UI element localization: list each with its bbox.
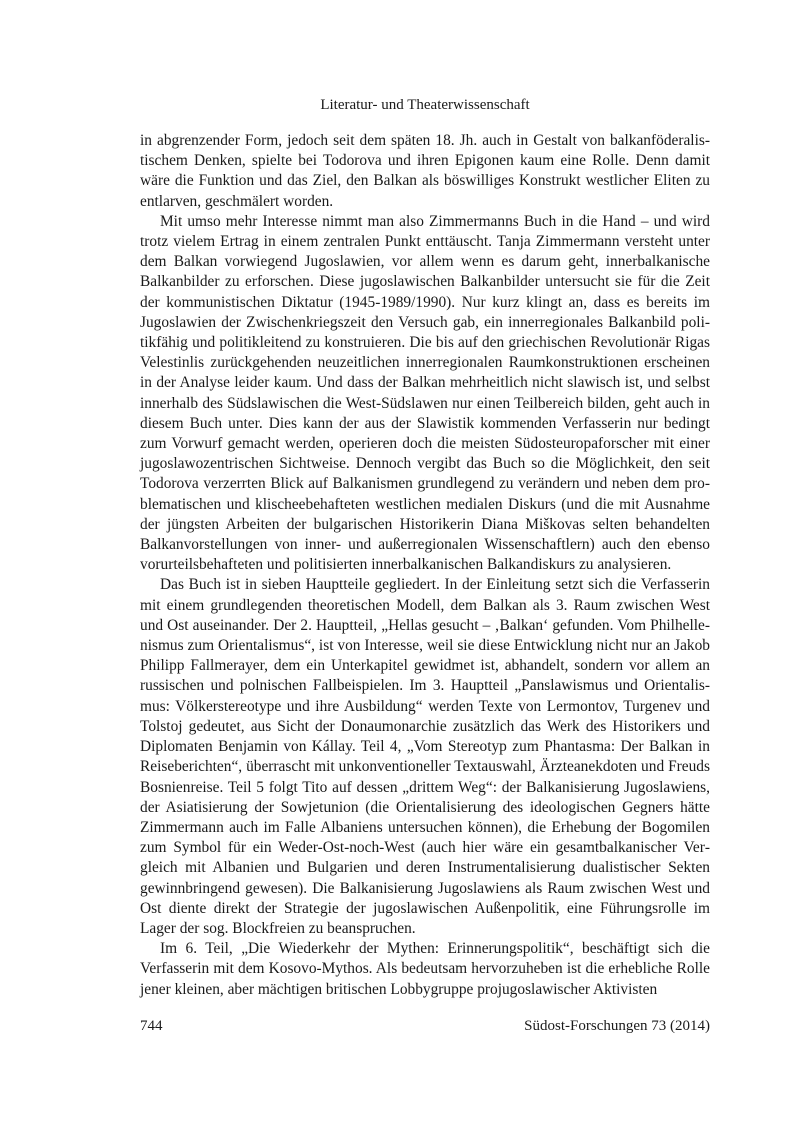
page-number: 744 — [140, 1018, 163, 1034]
paragraph-2: Mit umso mehr Interesse nimmt man also Zimmermanns Buch in die Hand – und wird trotz vielem Ertrag in einem zentralen Punkt enttäuscht. Tanja Zimmermann versteht unter dem Balkan vorwiegend Jugoslawien, vor allem wenn es darum geht, innerbalkanische Balkanbilder zu erforschen. Diese jugoslawischen Balkanbilder untersucht sie für die Zeit der kommunistischen Diktatur (1945-1989/1990). Nur kurz klingt an, dass es bereits im Jugoslawien der Zwischenkriegszeit den Versuch gab, ein innerregionales Balkanbild politikfähig und politikleitend zu konstruieren. Die bis auf den griechischen Revolutionär Rigas Velestinlis zurückgehenden neuzeitlichen innerregionalen Raumkonstruktionen erscheinen in der Analyse leider kaum. Und dass der Balkan mehrheitlich nicht slawisch ist, und selbst innerhalb des Südslawischen die West-Südslawen nur einen Teilbereich bilden, geht auch in diesem Buch unter. Dies kann der aus der Slawistik kommenden Verfasserin nur bedingt zum Vorwurf gemacht werden, operieren doch die meisten Südosteuropaforscher mit einer jugoslawozentrischen Sichtweise. Dennoch vergibt das Buch so die Möglichkeit, den seit Todorova verzerrten Blick auf Balkanismen grundlegend zu verändern und neben dem problematischen und klischeebehafteten westlichen medialen Diskurs (und die mit Ausnahme der jüngsten Arbeiten der bulgarischen Historikerin Diana Miškovas selten behandelten Balkanvorstellungen von inner- und außerregionalen Wissenschaftlern) auch den ebenso vorurteilsbehafteten und politisierten innerbalkanischen Balkandiskurs zu analysieren. — [140, 212, 710, 574]
body-text — [140, 131, 710, 1000]
paragraph-4: Im 6. Teil, „Die Wiederkehr der Mythen: Erinnerungspolitik“, beschäftigt sich die Verfasserin mit dem Kosovo-Mythos. Als bedeutsam hervorzuheben ist die erhebliche Rolle jener kleinen, aber mächtigen britischen Lobbygruppe projugoslawischer Aktivisten — [140, 940, 710, 998]
journal-citation: Südost-Forschungen 73 (2014) — [524, 1018, 710, 1034]
paragraph-1: in abgrenzender Form, jedoch seit dem späten 18. Jh. auch in Gestalt von balkanföderalistischem Denken, spielte bei Todorova und ihren Epigonen kaum eine Rolle. Denn damit wäre die Funktion und das Ziel, den Balkan als böswilliges Konstrukt westlicher Eliten zu entlarven, geschmälert worden. — [140, 132, 710, 210]
running-head: Literatur- und Theaterwissenschaft — [320, 97, 530, 113]
paragraph-3: Das Buch ist in sieben Hauptteile gegliedert. In der Einleitung setzt sich die Verfasserin mit einem grundlegenden theoretischen Modell, dem Balkan als 3. Raum zwischen West und Ost auseinander. Der 2. Hauptteil, „Hellas gesucht – ‚Balkan‘ gefunden. Vom Philhellenismus zum Orientalismus“, ist von Interesse, weil sie diese Entwicklung nicht nur an Jakob Philipp Fallmerayer, dem ein Unterkapitel gewidmet ist, abhandelt, sondern vor allem an russischen und polnischen Fallbeispielen. Im 3. Hauptteil „Panslawismus und Orientalismus: Völkerstereotype und ihre Ausbildung“ werden Texte von Lermontov, Turgenev und Tolstoj gedeutet, aus Sicht der Donaumonarchie zusätzlich das Werk des Historikers und Diplomaten Benjamin von Kállay. Teil 4, „Vom Stereotyp zum Phantasma: Der Balkan in Reiseberichten“, überrascht mit unkonventioneller Textauswahl, Ärzteanekdoten und Freuds Bosnienreise. Teil 5 folgt Tito auf dessen „drittem Weg“: der Balkanisierung Jugoslawiens, der Asiatisierung der Sowjetunion (die Orientalisierung des ideologischen Gegners hätte Zimmermann auch im Falle Albaniens untersuchen können), die Erhebung der Bogomilen zum Symbol für ein Weder-Ost-noch-West (auch hier wäre ein gesamtbalkanischer Vergleich mit Albanien und Bulgarien und deren Instrumentalisierung dualistischer Sekten gewinnbringend gewesen). Die Balkanisierung Jugoslawiens als Raum zwischen West und Ost diente direkt der Strategie der jugoslawischen Außenpolitik, eine Führungsrolle im Lager der sog. Blockfreien zu beanspruchen. — [140, 576, 710, 937]
